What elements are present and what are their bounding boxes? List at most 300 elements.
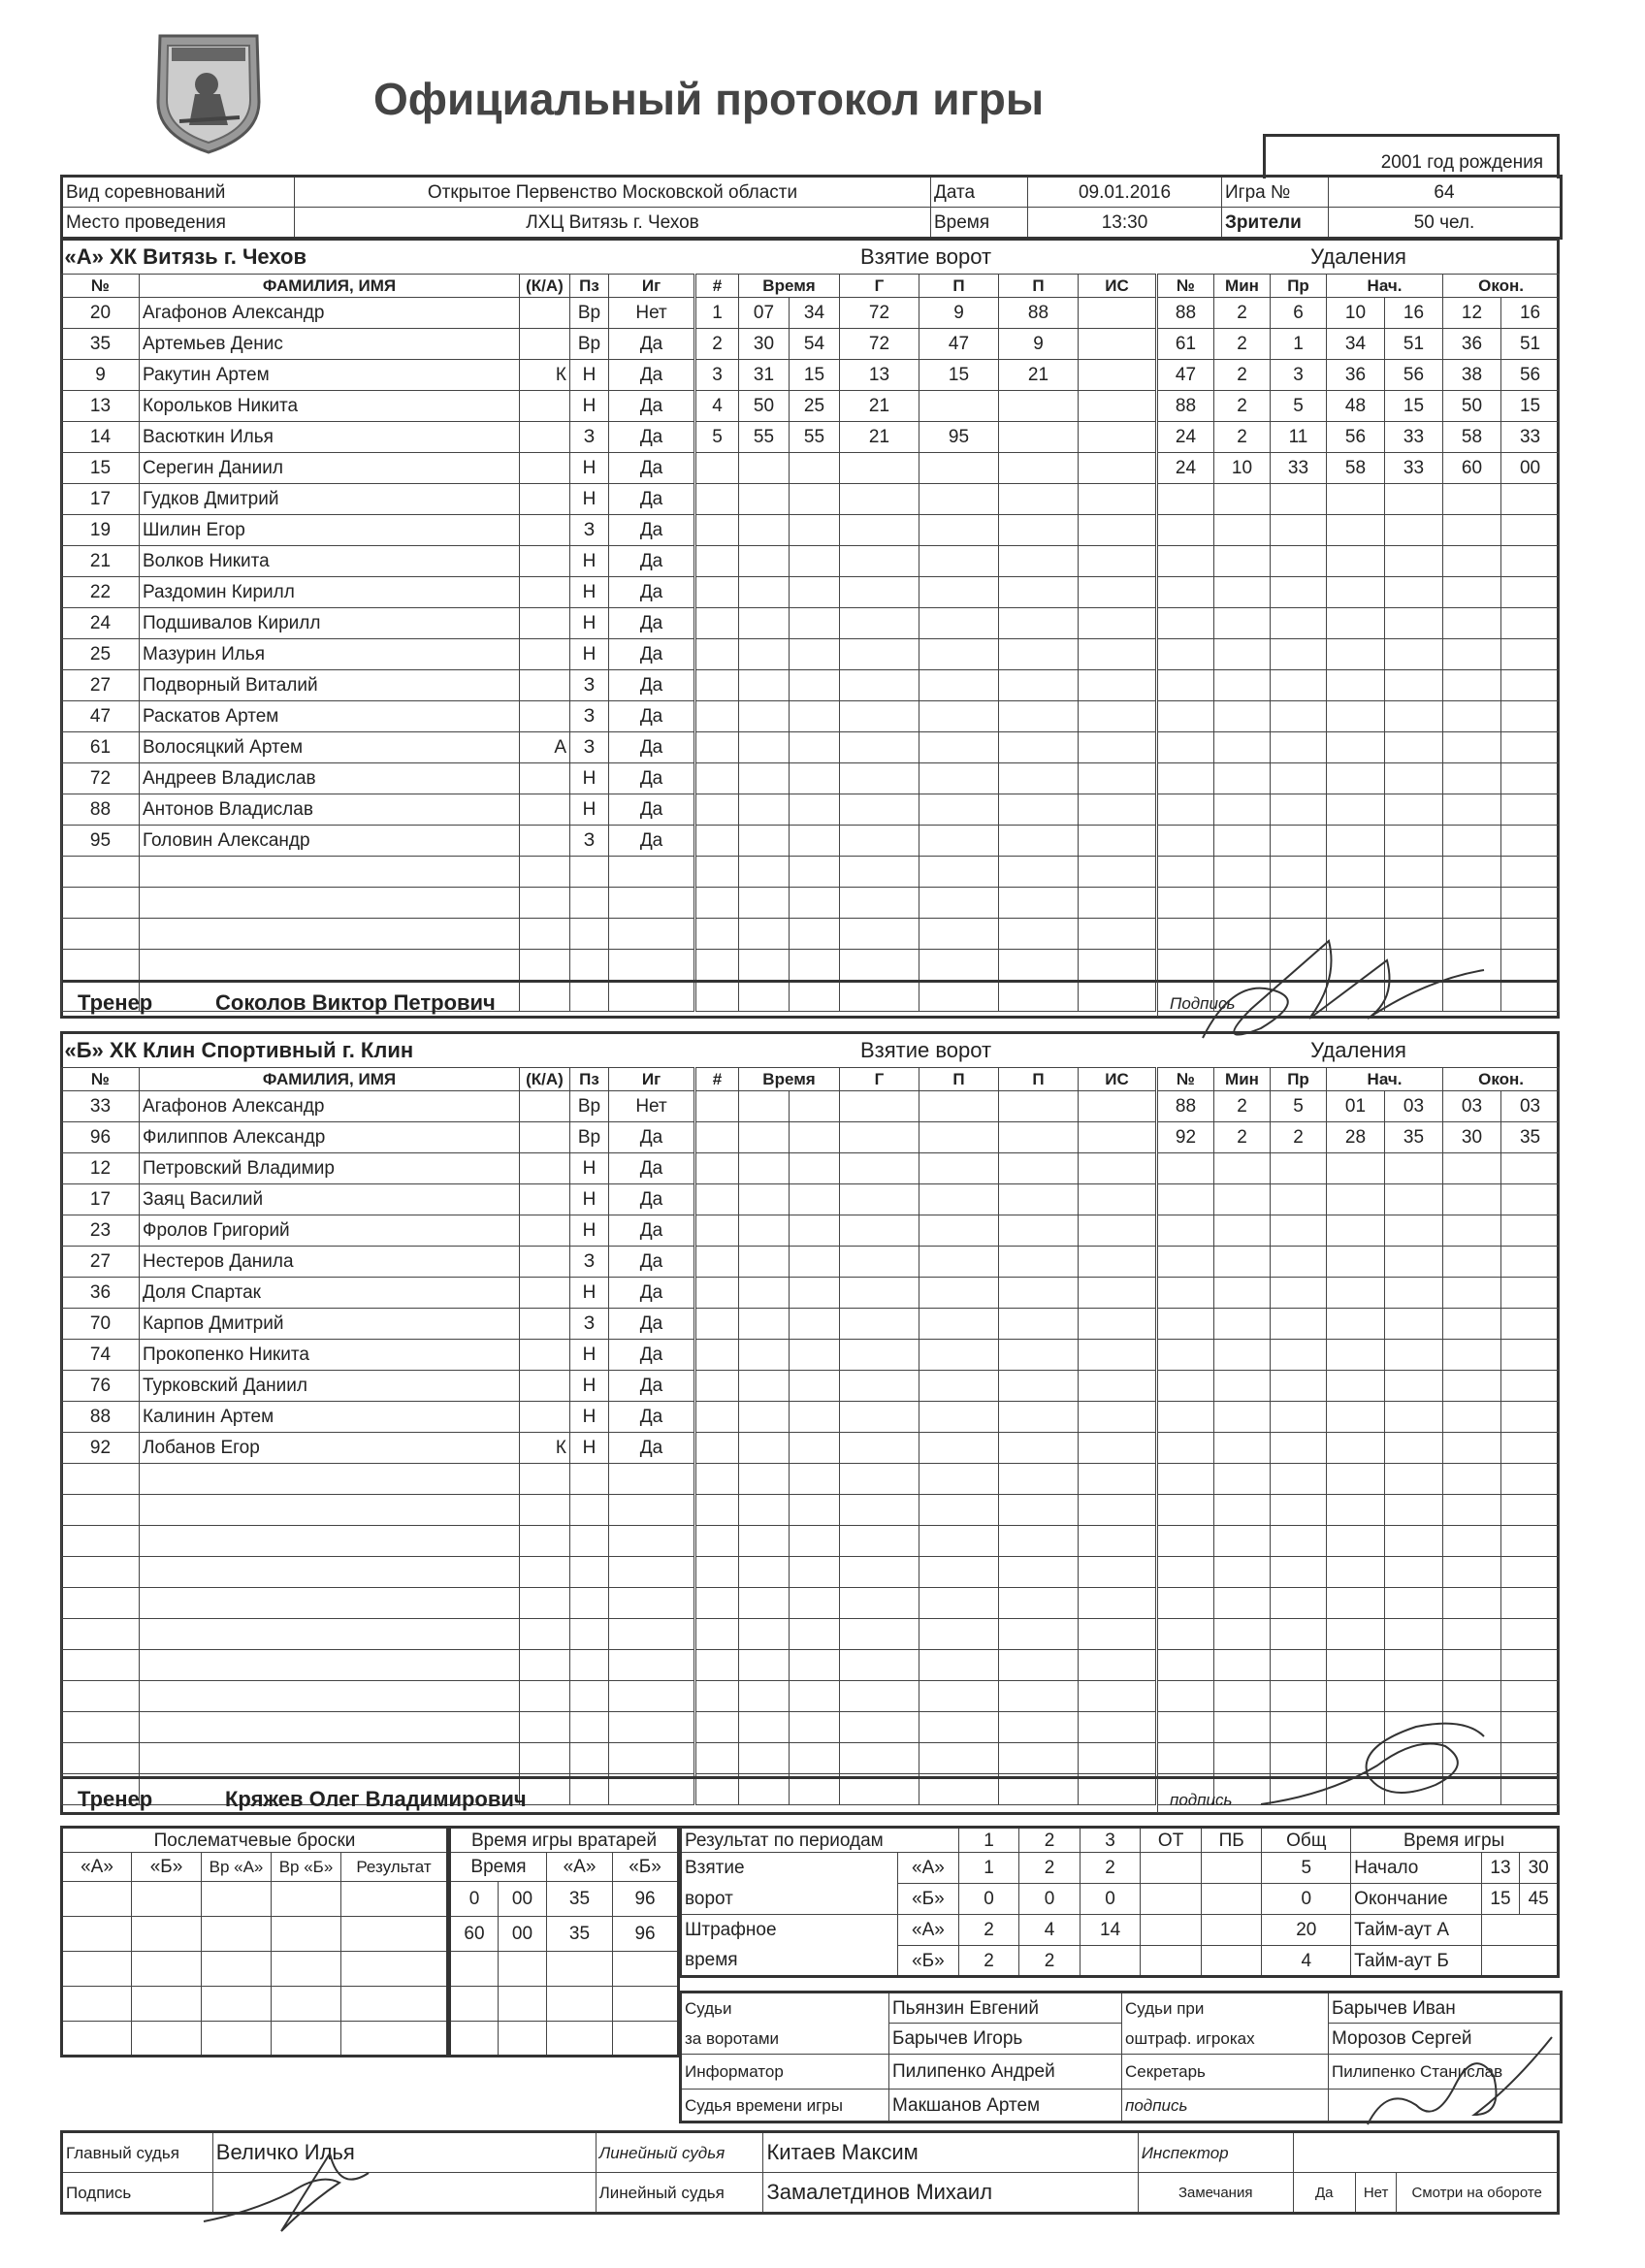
player-name: Турковский Даниил (140, 1370, 520, 1401)
player-name: Артемьев Денис (140, 328, 520, 359)
table-row (696, 1339, 1156, 1370)
player-played (609, 1463, 694, 1494)
shootout-cell (272, 1987, 341, 2022)
shootout-cell (272, 2022, 341, 2057)
coach-label: Тренер (78, 990, 153, 1015)
sign-label: Подпись (1170, 994, 1236, 1013)
pen-b-ot (1141, 1946, 1202, 1977)
player-played: Да (609, 1246, 694, 1277)
player-position (570, 887, 609, 918)
gk-minute (450, 1952, 499, 1987)
penalty-reason (1271, 1494, 1327, 1525)
goal-minute (739, 700, 790, 731)
player-position: З (570, 825, 609, 856)
gk-second: 00 (499, 1882, 547, 1917)
player-played (609, 1525, 694, 1556)
goal-second (790, 1680, 840, 1711)
player-position: Н (570, 359, 609, 390)
goal-second (790, 1246, 840, 1277)
penalty-player (1158, 856, 1214, 887)
penalty-start-sec (1385, 1649, 1443, 1680)
goal-number (696, 1183, 739, 1215)
time-value: 13:30 (1028, 208, 1222, 239)
player-position: Н (570, 1183, 609, 1215)
penalty-end-sec (1501, 1680, 1560, 1711)
player-role: А (520, 731, 570, 762)
score-a-pb (1201, 1853, 1262, 1884)
table-row (696, 918, 1156, 949)
player-played: Да (609, 421, 694, 452)
goal-minute: 50 (739, 390, 790, 421)
player-position: Н (570, 545, 609, 576)
table-row (696, 328, 1156, 359)
penalty-start-sec (1385, 1183, 1443, 1215)
penalty-start-sec (1385, 483, 1443, 514)
penalty-end-min (1443, 1308, 1501, 1339)
gk-b-number: 96 (613, 1917, 679, 1952)
table-row (1158, 607, 1560, 638)
gk-a-number (547, 1987, 613, 2022)
team-b-goals-title: Взятие ворот (859, 1037, 992, 1062)
shootout-cell (341, 1917, 448, 1952)
shootout-cell (202, 1952, 272, 1987)
player-name: Петровский Владимир (140, 1152, 520, 1183)
goal-judge-1: Пьянзин Евгений (889, 1993, 1122, 2024)
penalty-start-sec (1385, 1494, 1443, 1525)
player-position: Н (570, 638, 609, 669)
penalty-end-min: 58 (1443, 421, 1501, 452)
gk-a-number: 35 (547, 1882, 613, 1917)
goal-scorer (840, 1494, 919, 1525)
shootout-cell (341, 1882, 448, 1917)
penalty-reason (1271, 1525, 1327, 1556)
end-hour: 15 (1481, 1884, 1520, 1915)
penalty-end-min: 03 (1443, 1090, 1501, 1121)
shootout-cell (62, 1917, 132, 1952)
timeout-a-label: Тайм-аут А (1351, 1915, 1481, 1946)
goal-situation (1079, 1183, 1156, 1215)
informer: Пилипенко Андрей (889, 2055, 1122, 2090)
player-position: Н (570, 390, 609, 421)
goal-scorer (840, 1401, 919, 1432)
col-played: Иг (609, 274, 694, 297)
goal-second (790, 1587, 840, 1618)
goal-number (696, 1711, 739, 1742)
penalty-reason (1271, 669, 1327, 700)
penalty-end-min (1443, 576, 1501, 607)
penalty-minutes (1214, 794, 1271, 825)
player-number: 74 (62, 1339, 140, 1370)
gk-a-number: 35 (547, 1917, 613, 1952)
goal-minute (739, 1649, 790, 1680)
goal-number (696, 483, 739, 514)
goal-second: 15 (790, 359, 840, 390)
penalty-end-sec (1501, 1370, 1560, 1401)
player-number: 76 (62, 1370, 140, 1401)
goal-minute (739, 1308, 790, 1339)
goal-second (790, 669, 840, 700)
player-name: Филиппов Александр (140, 1121, 520, 1152)
goal-assist-2 (999, 1711, 1079, 1742)
team-a-penalties (1157, 241, 1560, 1012)
player-number: 70 (62, 1308, 140, 1339)
gk-a-number (547, 2022, 613, 2057)
goal-scorer (840, 1711, 919, 1742)
goal-assist-2 (999, 1370, 1079, 1401)
table-row (62, 452, 694, 483)
gk-second (499, 2022, 547, 2057)
penalty-minutes (1214, 700, 1271, 731)
penalty-end-min (1443, 1401, 1501, 1432)
goal-assist-1 (919, 1463, 999, 1494)
player-name: Агафонов Александр (140, 297, 520, 328)
penalty-player (1158, 1711, 1214, 1742)
goal-minute (739, 483, 790, 514)
goal-second (790, 700, 840, 731)
penalty-end-min (1443, 638, 1501, 669)
penalty-reason (1271, 607, 1327, 638)
table-row (62, 1463, 694, 1494)
table-row (1158, 638, 1560, 669)
player-role (520, 1618, 570, 1649)
player-position (570, 1525, 609, 1556)
goal-number: 4 (696, 390, 739, 421)
goal-assist-2 (999, 1183, 1079, 1215)
penalty-start-min (1327, 1339, 1385, 1370)
player-role (520, 1090, 570, 1121)
penalty-start-min: 34 (1327, 328, 1385, 359)
goal-scorer (840, 1649, 919, 1680)
penalty-start-min (1327, 1215, 1385, 1246)
table-row (62, 1882, 448, 1917)
penalty-player: 47 (1158, 359, 1214, 390)
goal-number (696, 1308, 739, 1339)
player-number (62, 1556, 140, 1587)
player-name (140, 918, 520, 949)
table-row (696, 1246, 1156, 1277)
goal-situation (1079, 1152, 1156, 1183)
goal-assist-1 (919, 794, 999, 825)
col-p2: П (999, 274, 1079, 297)
competition-label: Вид соревнований (62, 177, 295, 208)
penalty-minutes: 2 (1214, 1090, 1271, 1121)
penalty-player (1158, 1432, 1214, 1463)
goal-assist-2 (999, 1587, 1079, 1618)
goals-label2: ворот (681, 1884, 898, 1915)
goal-number (696, 1152, 739, 1183)
table-row (62, 545, 694, 576)
penalty-start-min (1327, 514, 1385, 545)
player-role (520, 887, 570, 918)
goal-situation (1079, 887, 1156, 918)
penalty-start-sec (1385, 856, 1443, 887)
timekeeper: Макшанов Артем (889, 2090, 1122, 2122)
penalty-player: 24 (1158, 452, 1214, 483)
goal-assist-2 (999, 1090, 1079, 1121)
goal-situation (1079, 545, 1156, 576)
goal-situation (1079, 359, 1156, 390)
table-row (696, 1742, 1156, 1773)
penalty-minutes (1214, 762, 1271, 794)
penalty-start-min (1327, 700, 1385, 731)
player-number: 24 (62, 607, 140, 638)
player-played: Нет (609, 1090, 694, 1121)
col-p2: П (999, 1067, 1079, 1090)
penalty-player (1158, 1742, 1214, 1773)
goal-situation (1079, 452, 1156, 483)
so-col-gkb: Вр «Б» (272, 1853, 341, 1882)
table-row (62, 1339, 694, 1370)
shootout-cell (272, 1882, 341, 1917)
goal-scorer: 21 (840, 390, 919, 421)
table-row (1158, 1339, 1560, 1370)
gk-second (499, 1987, 547, 2022)
penalty-reason (1271, 731, 1327, 762)
penalty-start-min (1327, 1618, 1385, 1649)
table-row (62, 576, 694, 607)
period-1: 1 (958, 1828, 1019, 1853)
goal-minute (739, 949, 790, 980)
table-row (1158, 1090, 1560, 1121)
penalty-minutes (1214, 545, 1271, 576)
table-row (450, 1987, 679, 2022)
shootout-cell (202, 1917, 272, 1952)
remarks-label: Замечания (1138, 2173, 1293, 2214)
goal-number (696, 700, 739, 731)
penalty-end-sec (1501, 1463, 1560, 1494)
goal-number (696, 607, 739, 638)
player-name: Нестеров Данила (140, 1246, 520, 1277)
period-3: 3 (1080, 1828, 1141, 1853)
penalty-player (1158, 1308, 1214, 1339)
col-p1: П (919, 1067, 999, 1090)
table-row (696, 297, 1156, 328)
table-row (1158, 700, 1560, 731)
penalty-end-min (1443, 1494, 1501, 1525)
penalty-player (1158, 1339, 1214, 1370)
gk-b-number (613, 2022, 679, 2057)
penalty-player (1158, 1152, 1214, 1183)
shootout-cell (62, 1952, 132, 1987)
player-name: Волков Никита (140, 545, 520, 576)
table-row (1158, 1432, 1560, 1463)
goal-minute (739, 1121, 790, 1152)
goal-assist-1 (919, 1308, 999, 1339)
table-row (1158, 421, 1560, 452)
table-row (1158, 1618, 1560, 1649)
goal-assist-1 (919, 452, 999, 483)
goal-number (696, 918, 739, 949)
penalty-minutes (1214, 576, 1271, 607)
player-played (609, 1556, 694, 1587)
col-pnum: № (1158, 274, 1214, 297)
goal-scorer (840, 1090, 919, 1121)
shootout-cell (132, 1952, 202, 1987)
signature-main-ref (194, 2134, 388, 2241)
penalty-end-min: 50 (1443, 390, 1501, 421)
goal-number (696, 452, 739, 483)
player-name (140, 1463, 520, 1494)
goal-situation (1079, 700, 1156, 731)
gk-minute: 60 (450, 1917, 499, 1952)
penalty-start-min (1327, 638, 1385, 669)
goal-number: 1 (696, 297, 739, 328)
goal-minute (739, 514, 790, 545)
goal-assist-2: 9 (999, 328, 1079, 359)
game-label: Игра № (1222, 177, 1329, 208)
penalty-start-min (1327, 731, 1385, 762)
goal-situation (1079, 1463, 1156, 1494)
player-number (62, 1587, 140, 1618)
penalty-minutes: 2 (1214, 390, 1271, 421)
team-b-penalties (1157, 1034, 1560, 1805)
penalty-reason (1271, 794, 1327, 825)
goal-second (790, 1525, 840, 1556)
player-position: Н (570, 1401, 609, 1432)
col-end: Окон. (1443, 1067, 1560, 1090)
goal-second: 54 (790, 328, 840, 359)
penalty-minutes (1214, 1463, 1271, 1494)
penalty-end-min (1443, 794, 1501, 825)
goal-minute (739, 1277, 790, 1308)
goal-number (696, 856, 739, 887)
penalty-reason: 3 (1271, 359, 1327, 390)
penalty-start-sec: 33 (1385, 452, 1443, 483)
player-name (140, 1556, 520, 1587)
penalty-end-min (1443, 887, 1501, 918)
penalty-end-sec (1501, 1556, 1560, 1587)
table-row (696, 1090, 1156, 1121)
table-row (62, 1587, 694, 1618)
player-name (140, 1680, 520, 1711)
table-row (1158, 731, 1560, 762)
goal-scorer: 72 (840, 328, 919, 359)
goal-minute (739, 1680, 790, 1711)
team-a-roster (61, 241, 694, 1012)
pen-a-pb (1201, 1915, 1262, 1946)
penalty-end-sec (1501, 576, 1560, 607)
goal-judges-label: Судьи (681, 1993, 889, 2024)
player-role (520, 514, 570, 545)
table-row (696, 452, 1156, 483)
player-number: 17 (62, 483, 140, 514)
goal-number (696, 887, 739, 918)
player-name: Раскатов Артем (140, 700, 520, 731)
goal-scorer (840, 514, 919, 545)
timekeeper-label: Судья времени игры (681, 2090, 889, 2122)
table-row (62, 1121, 694, 1152)
col-name: ФАМИЛИЯ, ИМЯ (140, 1067, 520, 1090)
player-number (62, 1525, 140, 1556)
player-position: Н (570, 794, 609, 825)
penalty-player (1158, 794, 1214, 825)
goal-second (790, 1618, 840, 1649)
goal-scorer (840, 1183, 919, 1215)
shootout-cell (132, 2022, 202, 2057)
goal-second (790, 1183, 840, 1215)
goal-number (696, 794, 739, 825)
player-number (62, 1463, 140, 1494)
pen-a-p3: 14 (1080, 1915, 1141, 1946)
penalty-start-sec (1385, 669, 1443, 700)
player-number: 12 (62, 1152, 140, 1183)
penalty-player (1158, 731, 1214, 762)
team-a-penalties-title: Удаления (1310, 243, 1406, 269)
gk-b-number: 96 (613, 1882, 679, 1917)
goal-second (790, 731, 840, 762)
goal-assist-2 (999, 1152, 1079, 1183)
player-name: Лобанов Егор (140, 1432, 520, 1463)
table-row (696, 1618, 1156, 1649)
penalty-reason (1271, 514, 1327, 545)
player-role (520, 1711, 570, 1742)
shootout-cell (341, 1987, 448, 2022)
period-ot: ОТ (1141, 1828, 1202, 1853)
goal-assist-2 (999, 514, 1079, 545)
goal-assist-2 (999, 1339, 1079, 1370)
player-number (62, 856, 140, 887)
goal-number (696, 1246, 739, 1277)
table-row (62, 1432, 694, 1463)
goal-assist-1: 95 (919, 421, 999, 452)
player-played (609, 918, 694, 949)
goal-minute (739, 856, 790, 887)
penalty-start-sec: 33 (1385, 421, 1443, 452)
table-row (696, 949, 1156, 980)
goal-situation (1079, 1339, 1156, 1370)
goal-assist-2 (999, 1308, 1079, 1339)
penalty-player (1158, 1183, 1214, 1215)
player-name: Антонов Владислав (140, 794, 520, 825)
penalty-end-sec (1501, 1711, 1560, 1742)
penalty-minutes (1214, 731, 1271, 762)
table-row (1158, 576, 1560, 607)
player-played (609, 1494, 694, 1525)
penalty-end-sec (1501, 794, 1560, 825)
player-position: Н (570, 576, 609, 607)
player-name: Доля Спартак (140, 1277, 520, 1308)
periods-title: Результат по периодам (681, 1828, 959, 1853)
goal-assist-1 (919, 1090, 999, 1121)
goal-situation (1079, 297, 1156, 328)
player-number: 36 (62, 1277, 140, 1308)
penalty-minutes: 2 (1214, 421, 1271, 452)
penalty-end-min (1443, 1649, 1501, 1680)
goal-assist-2 (999, 1401, 1079, 1432)
player-number: 20 (62, 297, 140, 328)
goalie-time-table (448, 1826, 680, 2057)
player-played: Да (609, 514, 694, 545)
goal-situation (1079, 1401, 1156, 1432)
penalty-player (1158, 700, 1214, 731)
penalty-reason (1271, 1152, 1327, 1183)
team-a-title: «А» ХК Витязь г. Чехов (64, 243, 307, 269)
goal-number (696, 1618, 739, 1649)
table-row (450, 1882, 679, 1917)
end-min: 45 (1520, 1884, 1559, 1915)
penalty-end-sec (1501, 887, 1560, 918)
penalty-end-sec (1501, 856, 1560, 887)
goal-minute (739, 1432, 790, 1463)
penalty-reason (1271, 1183, 1327, 1215)
penalty-player (1158, 576, 1214, 607)
goal-scorer (840, 700, 919, 731)
goal-assist-2 (999, 1618, 1079, 1649)
goal-minute: 30 (739, 328, 790, 359)
penalty-end-min (1443, 1370, 1501, 1401)
penalty-end-sec: 00 (1501, 452, 1560, 483)
table-row (62, 1742, 694, 1773)
